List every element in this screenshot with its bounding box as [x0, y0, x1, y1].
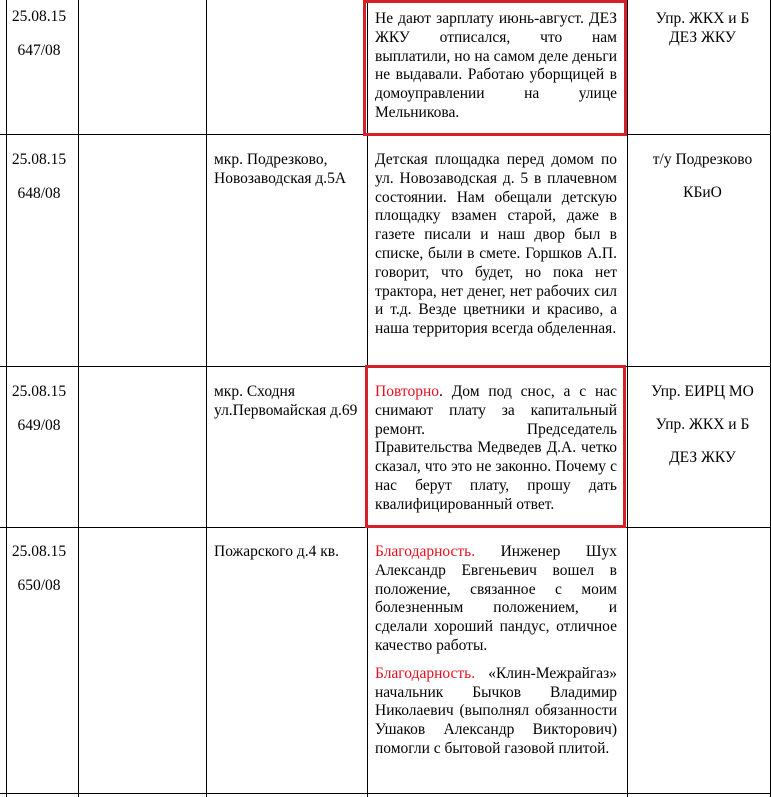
complaint-text: Детская площадка перед домом по ул. Новозаводская д. 5 в плачевном состоянии. Нам обещали детскую площадку взамен старой, даже в газете писали и наш двор был в списке, были в смете. Горшков А.П. говорит, что будет, но пока нет трактора, нет денег, нет рабочих сил и т.д. Везде цветники и красиво, а наша территория всегда обделенная.	[375, 151, 617, 338]
gratitude-paragraph	[375, 543, 617, 656]
row-date: 25.08.15	[11, 8, 67, 25]
responsible-orgs	[640, 10, 765, 62]
org-name: Упр. ЖКХ и Б	[655, 415, 750, 433]
repeat-label: Повторно	[375, 383, 439, 400]
org-name: КБиО	[683, 183, 722, 201]
row-divider	[0, 793, 771, 794]
grid-line	[6, 0, 7, 797]
row-number: 648/08	[17, 185, 61, 202]
responsible-orgs	[640, 151, 765, 217]
row-address: Пожарского д.4 кв.	[214, 543, 339, 560]
org-name: Упр. ЕИРЦ МО	[651, 383, 754, 400]
row-date: 25.08.15	[11, 383, 67, 400]
gratitude-text: «Клин-Межрайгаз» начальник Бычков Владимир Николаевич (выполнял обязанности Ушаков Александр Викторович) помогли с бытовой газовой плитой.	[375, 664, 617, 757]
highlight-box	[363, 0, 627, 136]
grid-line	[627, 0, 628, 797]
complaint-text: Не дают зарплату июнь-август. ДЕЗ ЖКУ отписался, что нам выплатили, но на самом деле деньги не выдавали. Работаю уборщицей в домоуправлении на улице Мельникова.	[375, 10, 617, 121]
gratitude-text: Инженер Шух Александр Евгеньевич вошел в положение, связанное с моим болезненным положением, и сделали хороший пандус, отличное качество работы.	[375, 543, 617, 654]
org-name: Упр. ЖКХ и Б ДЕЗ ЖКУ	[655, 10, 750, 46]
responsible-orgs	[640, 383, 765, 481]
highlight-box	[365, 365, 626, 528]
gratitude-label: Благодарность.	[375, 543, 476, 560]
gratitude-label: Благодарность.	[375, 664, 476, 682]
complaint-text	[375, 543, 617, 768]
row-date: 25.08.15	[11, 151, 67, 168]
grid-line	[206, 0, 207, 797]
row-date: 25.08.15	[11, 543, 67, 560]
row-address: мкр. Подрезково, Новозаводская д.5А	[214, 151, 347, 187]
org-name: ДЕЗ ЖКУ	[669, 448, 736, 466]
gratitude-paragraph	[375, 665, 617, 759]
row-number: 650/08	[17, 577, 61, 594]
org-name: т/у Подрезково	[652, 151, 753, 168]
grid-line	[78, 0, 79, 797]
row-number: 647/08	[17, 42, 61, 59]
row-address: мкр. Сходня ул.Первомайская д.69	[214, 383, 358, 419]
row-number: 649/08	[17, 417, 61, 434]
complaint-body: . Дом под снос, а с нас снимают плату за капитальный ремонт. Председатель Правительства Медведев Д.А. четко сказал, что это не законно. Почему с нас берут плату, прошу дать квалифицированный ответ.	[375, 383, 617, 513]
